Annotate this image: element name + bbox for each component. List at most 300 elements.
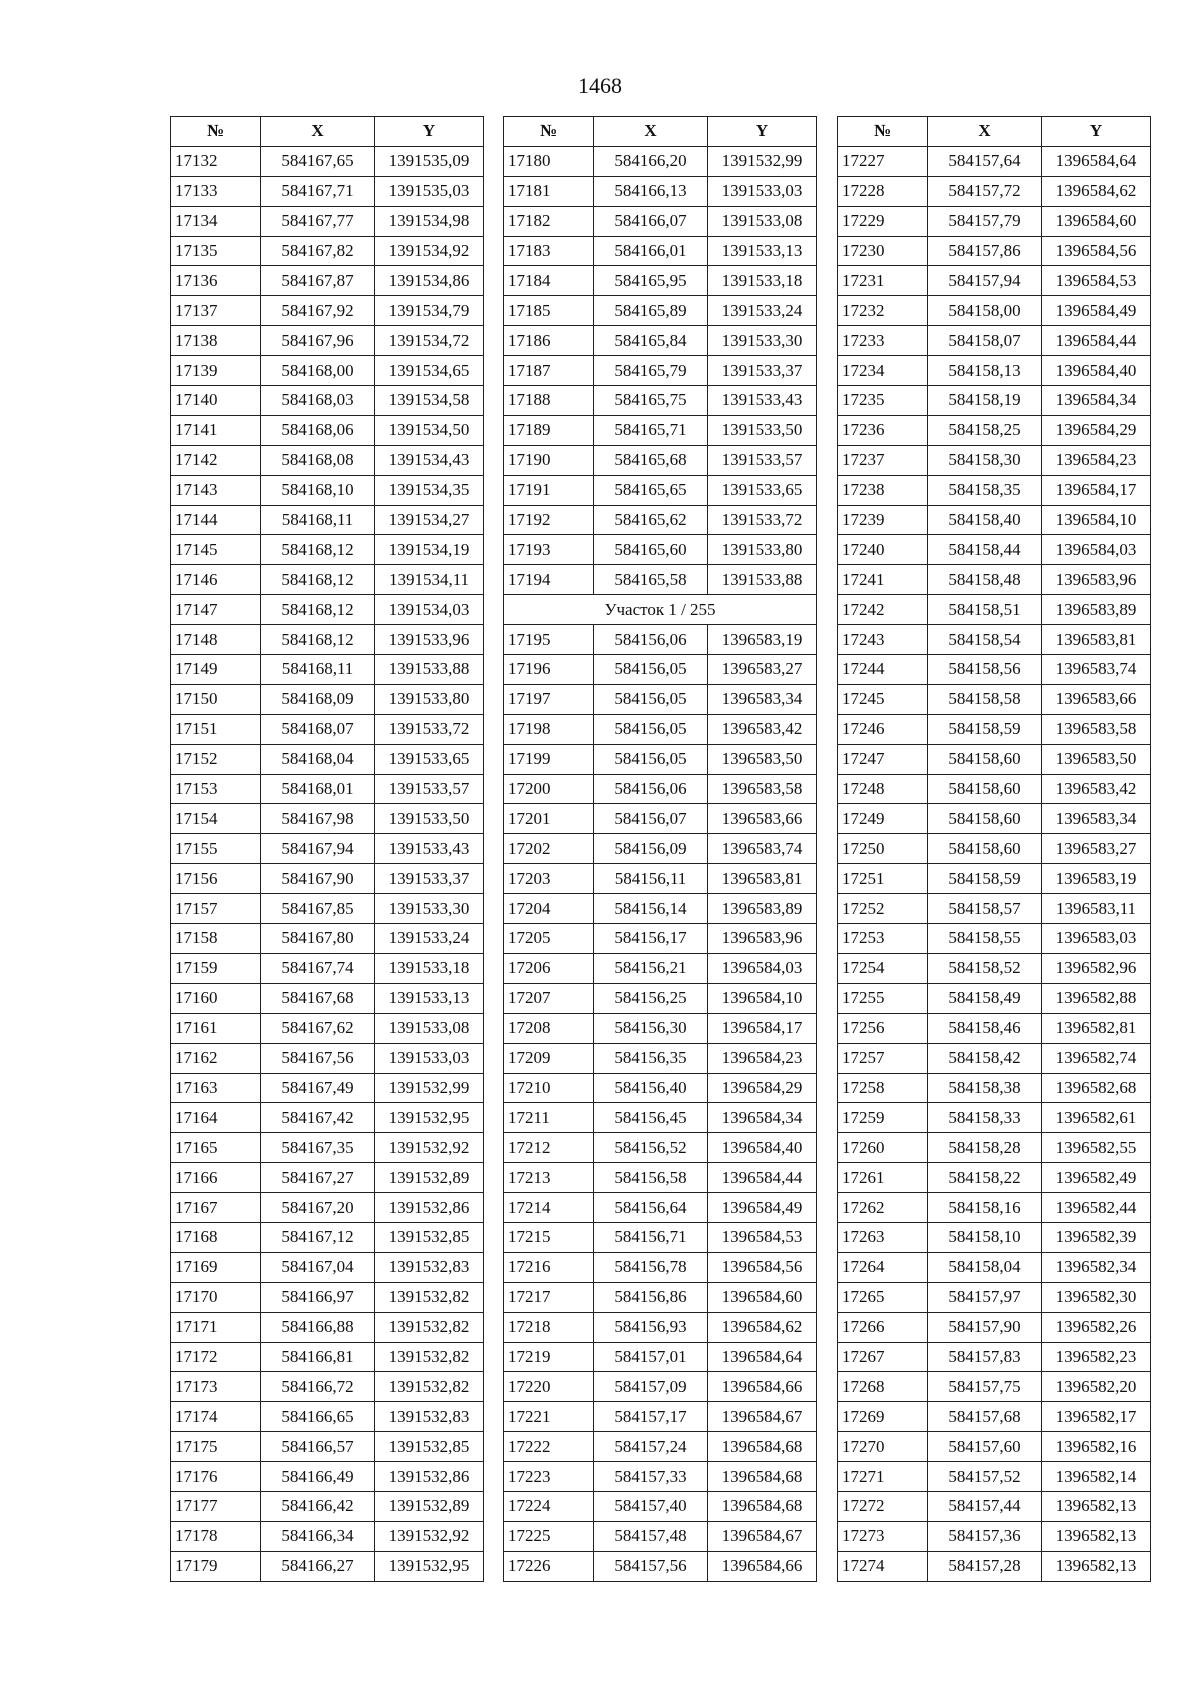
point-number: 17165 (171, 1133, 261, 1163)
table-row (838, 565, 1151, 595)
y-coordinate: 1396584,67 (708, 1402, 817, 1432)
x-coordinate: 584157,40 (594, 1491, 708, 1521)
point-number: 17153 (171, 774, 261, 804)
x-coordinate: 584156,52 (594, 1133, 708, 1163)
point-number: 17154 (171, 804, 261, 834)
table-row (171, 1521, 484, 1551)
point-number: 17187 (504, 356, 594, 386)
table-row (838, 1133, 1151, 1163)
point-number: 17150 (171, 684, 261, 714)
y-coordinate: 1391533,18 (708, 266, 817, 296)
x-coordinate: 584158,40 (928, 505, 1042, 535)
x-coordinate: 584158,55 (928, 924, 1042, 954)
table-row (838, 1252, 1151, 1282)
table-row (171, 1133, 484, 1163)
y-coordinate: 1396583,89 (1042, 595, 1151, 625)
table-row (504, 176, 817, 206)
y-coordinate: 1396582,96 (1042, 953, 1151, 983)
table-row (504, 1521, 817, 1551)
point-number: 17273 (838, 1521, 928, 1551)
x-coordinate: 584158,57 (928, 894, 1042, 924)
point-number: 17271 (838, 1462, 928, 1492)
x-coordinate: 584168,12 (261, 595, 375, 625)
x-coordinate: 584157,75 (928, 1372, 1042, 1402)
x-coordinate: 584158,30 (928, 445, 1042, 475)
x-coordinate: 584156,14 (594, 894, 708, 924)
y-coordinate: 1391534,92 (375, 236, 484, 266)
y-coordinate: 1396584,56 (708, 1252, 817, 1282)
y-coordinate: 1391533,88 (375, 655, 484, 685)
point-number: 17261 (838, 1163, 928, 1193)
x-coordinate: 584166,72 (261, 1372, 375, 1402)
point-number: 17256 (838, 1013, 928, 1043)
y-coordinate: 1396582,13 (1042, 1551, 1151, 1581)
x-coordinate: 584156,71 (594, 1222, 708, 1252)
y-coordinate: 1391533,13 (708, 236, 817, 266)
x-coordinate: 584158,22 (928, 1163, 1042, 1193)
x-coordinate: 584156,86 (594, 1282, 708, 1312)
table-row (838, 326, 1151, 356)
x-coordinate: 584158,35 (928, 475, 1042, 505)
table-row (504, 1163, 817, 1193)
table-row (171, 445, 484, 475)
point-number: 17141 (171, 415, 261, 445)
x-coordinate: 584168,10 (261, 475, 375, 505)
point-number: 17240 (838, 535, 928, 565)
point-number: 17207 (504, 983, 594, 1013)
point-number: 17243 (838, 625, 928, 655)
table-row (504, 655, 817, 685)
table-row (504, 1402, 817, 1432)
x-coordinate: 584168,11 (261, 505, 375, 535)
x-coordinate: 584158,59 (928, 864, 1042, 894)
table-row (171, 864, 484, 894)
point-number: 17139 (171, 356, 261, 386)
point-number: 17174 (171, 1402, 261, 1432)
y-coordinate: 1391533,18 (375, 953, 484, 983)
table-row (504, 356, 817, 386)
x-coordinate: 584157,97 (928, 1282, 1042, 1312)
point-number: 17162 (171, 1043, 261, 1073)
x-coordinate: 584168,04 (261, 744, 375, 774)
point-number: 17202 (504, 834, 594, 864)
y-coordinate: 1396584,44 (1042, 326, 1151, 356)
point-number: 17157 (171, 894, 261, 924)
table-row (838, 1521, 1151, 1551)
y-coordinate: 1396584,23 (708, 1043, 817, 1073)
y-coordinate: 1391533,08 (708, 206, 817, 236)
point-number: 17247 (838, 744, 928, 774)
table-row (171, 834, 484, 864)
x-coordinate: 584167,77 (261, 206, 375, 236)
y-coordinate: 1391533,43 (708, 386, 817, 416)
table-row (171, 266, 484, 296)
y-coordinate: 1396584,29 (1042, 415, 1151, 445)
table-row (838, 1222, 1151, 1252)
point-number: 17192 (504, 505, 594, 535)
point-number: 17223 (504, 1462, 594, 1492)
point-number: 17265 (838, 1282, 928, 1312)
x-coordinate: 584156,93 (594, 1312, 708, 1342)
header-y: Y (708, 117, 817, 147)
x-coordinate: 584166,34 (261, 1521, 375, 1551)
y-coordinate: 1396583,19 (708, 625, 817, 655)
y-coordinate: 1396584,34 (1042, 386, 1151, 416)
table-header-row (171, 117, 484, 147)
y-coordinate: 1391535,09 (375, 146, 484, 176)
table-row (838, 1342, 1151, 1372)
y-coordinate: 1396583,74 (708, 834, 817, 864)
table-row (838, 714, 1151, 744)
y-coordinate: 1396583,50 (708, 744, 817, 774)
point-number: 17218 (504, 1312, 594, 1342)
y-coordinate: 1391533,37 (375, 864, 484, 894)
table-row (171, 1342, 484, 1372)
table-row (504, 1342, 817, 1372)
point-number: 17214 (504, 1193, 594, 1223)
point-number: 17138 (171, 326, 261, 356)
point-number: 17132 (171, 146, 261, 176)
table-row (504, 1073, 817, 1103)
y-coordinate: 1391534,58 (375, 386, 484, 416)
y-coordinate: 1391534,86 (375, 266, 484, 296)
x-coordinate: 584158,00 (928, 296, 1042, 326)
point-number: 17135 (171, 236, 261, 266)
table-row (504, 1432, 817, 1462)
x-coordinate: 584158,10 (928, 1222, 1042, 1252)
x-coordinate: 584158,60 (928, 774, 1042, 804)
y-coordinate: 1396583,96 (708, 924, 817, 954)
table-row (504, 1372, 817, 1402)
point-number: 17257 (838, 1043, 928, 1073)
table-row (838, 1193, 1151, 1223)
x-coordinate: 584167,82 (261, 236, 375, 266)
point-number: 17212 (504, 1133, 594, 1163)
y-coordinate: 1396583,66 (708, 804, 817, 834)
y-coordinate: 1391534,79 (375, 296, 484, 326)
x-coordinate: 584156,05 (594, 744, 708, 774)
y-coordinate: 1396584,49 (708, 1193, 817, 1223)
y-coordinate: 1391534,65 (375, 356, 484, 386)
y-coordinate: 1396584,10 (1042, 505, 1151, 535)
x-coordinate: 584157,24 (594, 1432, 708, 1462)
table-row (838, 266, 1151, 296)
table-row (838, 774, 1151, 804)
point-number: 17242 (838, 595, 928, 625)
point-number: 17140 (171, 386, 261, 416)
x-coordinate: 584157,52 (928, 1462, 1042, 1492)
y-coordinate: 1396584,10 (708, 983, 817, 1013)
table-row (504, 953, 817, 983)
point-number: 17183 (504, 236, 594, 266)
y-coordinate: 1396584,60 (1042, 206, 1151, 236)
table-row (171, 714, 484, 744)
table-row (838, 206, 1151, 236)
point-number: 17180 (504, 146, 594, 176)
point-number: 17163 (171, 1073, 261, 1103)
table-row (504, 1043, 817, 1073)
y-coordinate: 1391532,82 (375, 1342, 484, 1372)
x-coordinate: 584167,74 (261, 953, 375, 983)
point-number: 17251 (838, 864, 928, 894)
x-coordinate: 584156,35 (594, 1043, 708, 1073)
point-number: 17144 (171, 505, 261, 535)
x-coordinate: 584168,12 (261, 535, 375, 565)
x-coordinate: 584167,65 (261, 146, 375, 176)
x-coordinate: 584165,65 (594, 475, 708, 505)
table-row (171, 983, 484, 1013)
point-number: 17136 (171, 266, 261, 296)
point-number: 17252 (838, 894, 928, 924)
table-row (838, 804, 1151, 834)
point-number: 17263 (838, 1222, 928, 1252)
point-number: 17171 (171, 1312, 261, 1342)
point-number: 17230 (838, 236, 928, 266)
x-coordinate: 584165,84 (594, 326, 708, 356)
table-row (171, 1432, 484, 1462)
y-coordinate: 1391532,83 (375, 1252, 484, 1282)
y-coordinate: 1391533,13 (375, 983, 484, 1013)
point-number: 17248 (838, 774, 928, 804)
y-coordinate: 1391534,35 (375, 475, 484, 505)
y-coordinate: 1396583,89 (708, 894, 817, 924)
point-number: 17168 (171, 1222, 261, 1252)
y-coordinate: 1391533,57 (375, 774, 484, 804)
x-coordinate: 584167,94 (261, 834, 375, 864)
point-number: 17237 (838, 445, 928, 475)
table-row (504, 326, 817, 356)
table-row (171, 1043, 484, 1073)
point-number: 17225 (504, 1521, 594, 1551)
y-coordinate: 1391532,82 (375, 1372, 484, 1402)
point-number: 17236 (838, 415, 928, 445)
y-coordinate: 1396583,42 (708, 714, 817, 744)
table-row (171, 1013, 484, 1043)
y-coordinate: 1391533,24 (375, 924, 484, 954)
x-coordinate: 584158,60 (928, 834, 1042, 864)
y-coordinate: 1391533,57 (708, 445, 817, 475)
y-coordinate: 1396582,13 (1042, 1491, 1151, 1521)
x-coordinate: 584158,48 (928, 565, 1042, 595)
table-row (504, 1462, 817, 1492)
x-coordinate: 584156,17 (594, 924, 708, 954)
x-coordinate: 584156,05 (594, 714, 708, 744)
table-row (838, 1462, 1151, 1492)
x-coordinate: 584165,79 (594, 356, 708, 386)
point-number: 17217 (504, 1282, 594, 1312)
x-coordinate: 584157,17 (594, 1402, 708, 1432)
header-x: X (261, 117, 375, 147)
x-coordinate: 584157,56 (594, 1551, 708, 1581)
x-coordinate: 584156,05 (594, 684, 708, 714)
point-number: 17231 (838, 266, 928, 296)
y-coordinate: 1396582,68 (1042, 1073, 1151, 1103)
table-row (504, 625, 817, 655)
y-coordinate: 1396584,29 (708, 1073, 817, 1103)
y-coordinate: 1391532,95 (375, 1551, 484, 1581)
x-coordinate: 584167,96 (261, 326, 375, 356)
table-row (504, 505, 817, 535)
point-number: 17189 (504, 415, 594, 445)
y-coordinate: 1396583,34 (1042, 804, 1151, 834)
table-row (171, 296, 484, 326)
point-number: 17147 (171, 595, 261, 625)
table-row (504, 1551, 817, 1581)
table-row (838, 505, 1151, 535)
x-coordinate: 584166,97 (261, 1282, 375, 1312)
coordinate-table-3 (837, 116, 1151, 1582)
point-number: 17211 (504, 1103, 594, 1133)
y-coordinate: 1396584,49 (1042, 296, 1151, 326)
x-coordinate: 584157,48 (594, 1521, 708, 1551)
y-coordinate: 1396584,60 (708, 1282, 817, 1312)
point-number: 17137 (171, 296, 261, 326)
x-coordinate: 584157,64 (928, 146, 1042, 176)
y-coordinate: 1391534,72 (375, 326, 484, 356)
point-number: 17176 (171, 1462, 261, 1492)
point-number: 17209 (504, 1043, 594, 1073)
x-coordinate: 584165,60 (594, 535, 708, 565)
y-coordinate: 1391533,65 (375, 744, 484, 774)
y-coordinate: 1391533,88 (708, 565, 817, 595)
table-row (171, 804, 484, 834)
table-row (838, 296, 1151, 326)
table-row (171, 386, 484, 416)
x-coordinate: 584158,49 (928, 983, 1042, 1013)
y-coordinate: 1391533,03 (708, 176, 817, 206)
y-coordinate: 1391533,03 (375, 1043, 484, 1073)
table-row (504, 983, 817, 1013)
table-row (171, 565, 484, 595)
point-number: 17164 (171, 1103, 261, 1133)
table-row (838, 535, 1151, 565)
point-number: 17229 (838, 206, 928, 236)
x-coordinate: 584167,87 (261, 266, 375, 296)
y-coordinate: 1396584,53 (1042, 266, 1151, 296)
x-coordinate: 584166,88 (261, 1312, 375, 1342)
table-row (171, 744, 484, 774)
y-coordinate: 1396582,55 (1042, 1133, 1151, 1163)
table-row (171, 1491, 484, 1521)
x-coordinate: 584165,75 (594, 386, 708, 416)
x-coordinate: 584168,08 (261, 445, 375, 475)
point-number: 17173 (171, 1372, 261, 1402)
y-coordinate: 1396582,81 (1042, 1013, 1151, 1043)
x-coordinate: 584168,00 (261, 356, 375, 386)
header-number: № (504, 117, 594, 147)
y-coordinate: 1396583,58 (708, 774, 817, 804)
table-row (171, 1551, 484, 1581)
point-number: 17246 (838, 714, 928, 744)
table-row (504, 1133, 817, 1163)
point-number: 17270 (838, 1432, 928, 1462)
x-coordinate: 584167,20 (261, 1193, 375, 1223)
x-coordinate: 584166,81 (261, 1342, 375, 1372)
y-coordinate: 1391532,92 (375, 1133, 484, 1163)
x-coordinate: 584166,07 (594, 206, 708, 236)
y-coordinate: 1391532,86 (375, 1193, 484, 1223)
x-coordinate: 584158,04 (928, 1252, 1042, 1282)
point-number: 17227 (838, 146, 928, 176)
x-coordinate: 584166,01 (594, 236, 708, 266)
table-row (504, 565, 817, 595)
y-coordinate: 1391534,50 (375, 415, 484, 445)
point-number: 17170 (171, 1282, 261, 1312)
x-coordinate: 584158,51 (928, 595, 1042, 625)
y-coordinate: 1396583,81 (1042, 625, 1151, 655)
y-coordinate: 1396583,74 (1042, 655, 1151, 685)
table-row (838, 864, 1151, 894)
x-coordinate: 584156,09 (594, 834, 708, 864)
y-coordinate: 1396583,34 (708, 684, 817, 714)
point-number: 17149 (171, 655, 261, 685)
point-number: 17159 (171, 953, 261, 983)
x-coordinate: 584158,28 (928, 1133, 1042, 1163)
table-row (838, 176, 1151, 206)
table-row (171, 1193, 484, 1223)
x-coordinate: 584157,79 (928, 206, 1042, 236)
table-row (838, 146, 1151, 176)
y-coordinate: 1396583,66 (1042, 684, 1151, 714)
x-coordinate: 584167,04 (261, 1252, 375, 1282)
table-row (504, 714, 817, 744)
point-number: 17148 (171, 625, 261, 655)
table-row (838, 684, 1151, 714)
point-number: 17172 (171, 1342, 261, 1372)
x-coordinate: 584167,27 (261, 1163, 375, 1193)
y-coordinate: 1396583,27 (708, 655, 817, 685)
y-coordinate: 1396584,64 (708, 1342, 817, 1372)
table-row (504, 1193, 817, 1223)
x-coordinate: 584157,36 (928, 1521, 1042, 1551)
x-coordinate: 584168,12 (261, 625, 375, 655)
point-number: 17264 (838, 1252, 928, 1282)
header-y: Y (1042, 117, 1151, 147)
table-row (504, 535, 817, 565)
table-row (838, 1491, 1151, 1521)
table-row (838, 924, 1151, 954)
y-coordinate: 1396583,03 (1042, 924, 1151, 954)
point-number: 17177 (171, 1491, 261, 1521)
y-coordinate: 1391533,50 (708, 415, 817, 445)
header-number: № (171, 117, 261, 147)
point-number: 17179 (171, 1551, 261, 1581)
table-row (171, 953, 484, 983)
x-coordinate: 584157,72 (928, 176, 1042, 206)
table-row (171, 1073, 484, 1103)
header-x: X (928, 117, 1042, 147)
y-coordinate: 1396584,68 (708, 1462, 817, 1492)
x-coordinate: 584167,92 (261, 296, 375, 326)
point-number: 17134 (171, 206, 261, 236)
table-row (171, 655, 484, 685)
table-row (838, 386, 1151, 416)
point-number: 17268 (838, 1372, 928, 1402)
table-row (838, 894, 1151, 924)
table-row (838, 953, 1151, 983)
y-coordinate: 1391532,86 (375, 1462, 484, 1492)
table-row (171, 924, 484, 954)
y-coordinate: 1391532,89 (375, 1163, 484, 1193)
x-coordinate: 584166,42 (261, 1491, 375, 1521)
point-number: 17143 (171, 475, 261, 505)
x-coordinate: 584156,30 (594, 1013, 708, 1043)
point-number: 17219 (504, 1342, 594, 1372)
x-coordinate: 584157,28 (928, 1551, 1042, 1581)
table-row (504, 1282, 817, 1312)
x-coordinate: 584167,49 (261, 1073, 375, 1103)
point-number: 17197 (504, 684, 594, 714)
